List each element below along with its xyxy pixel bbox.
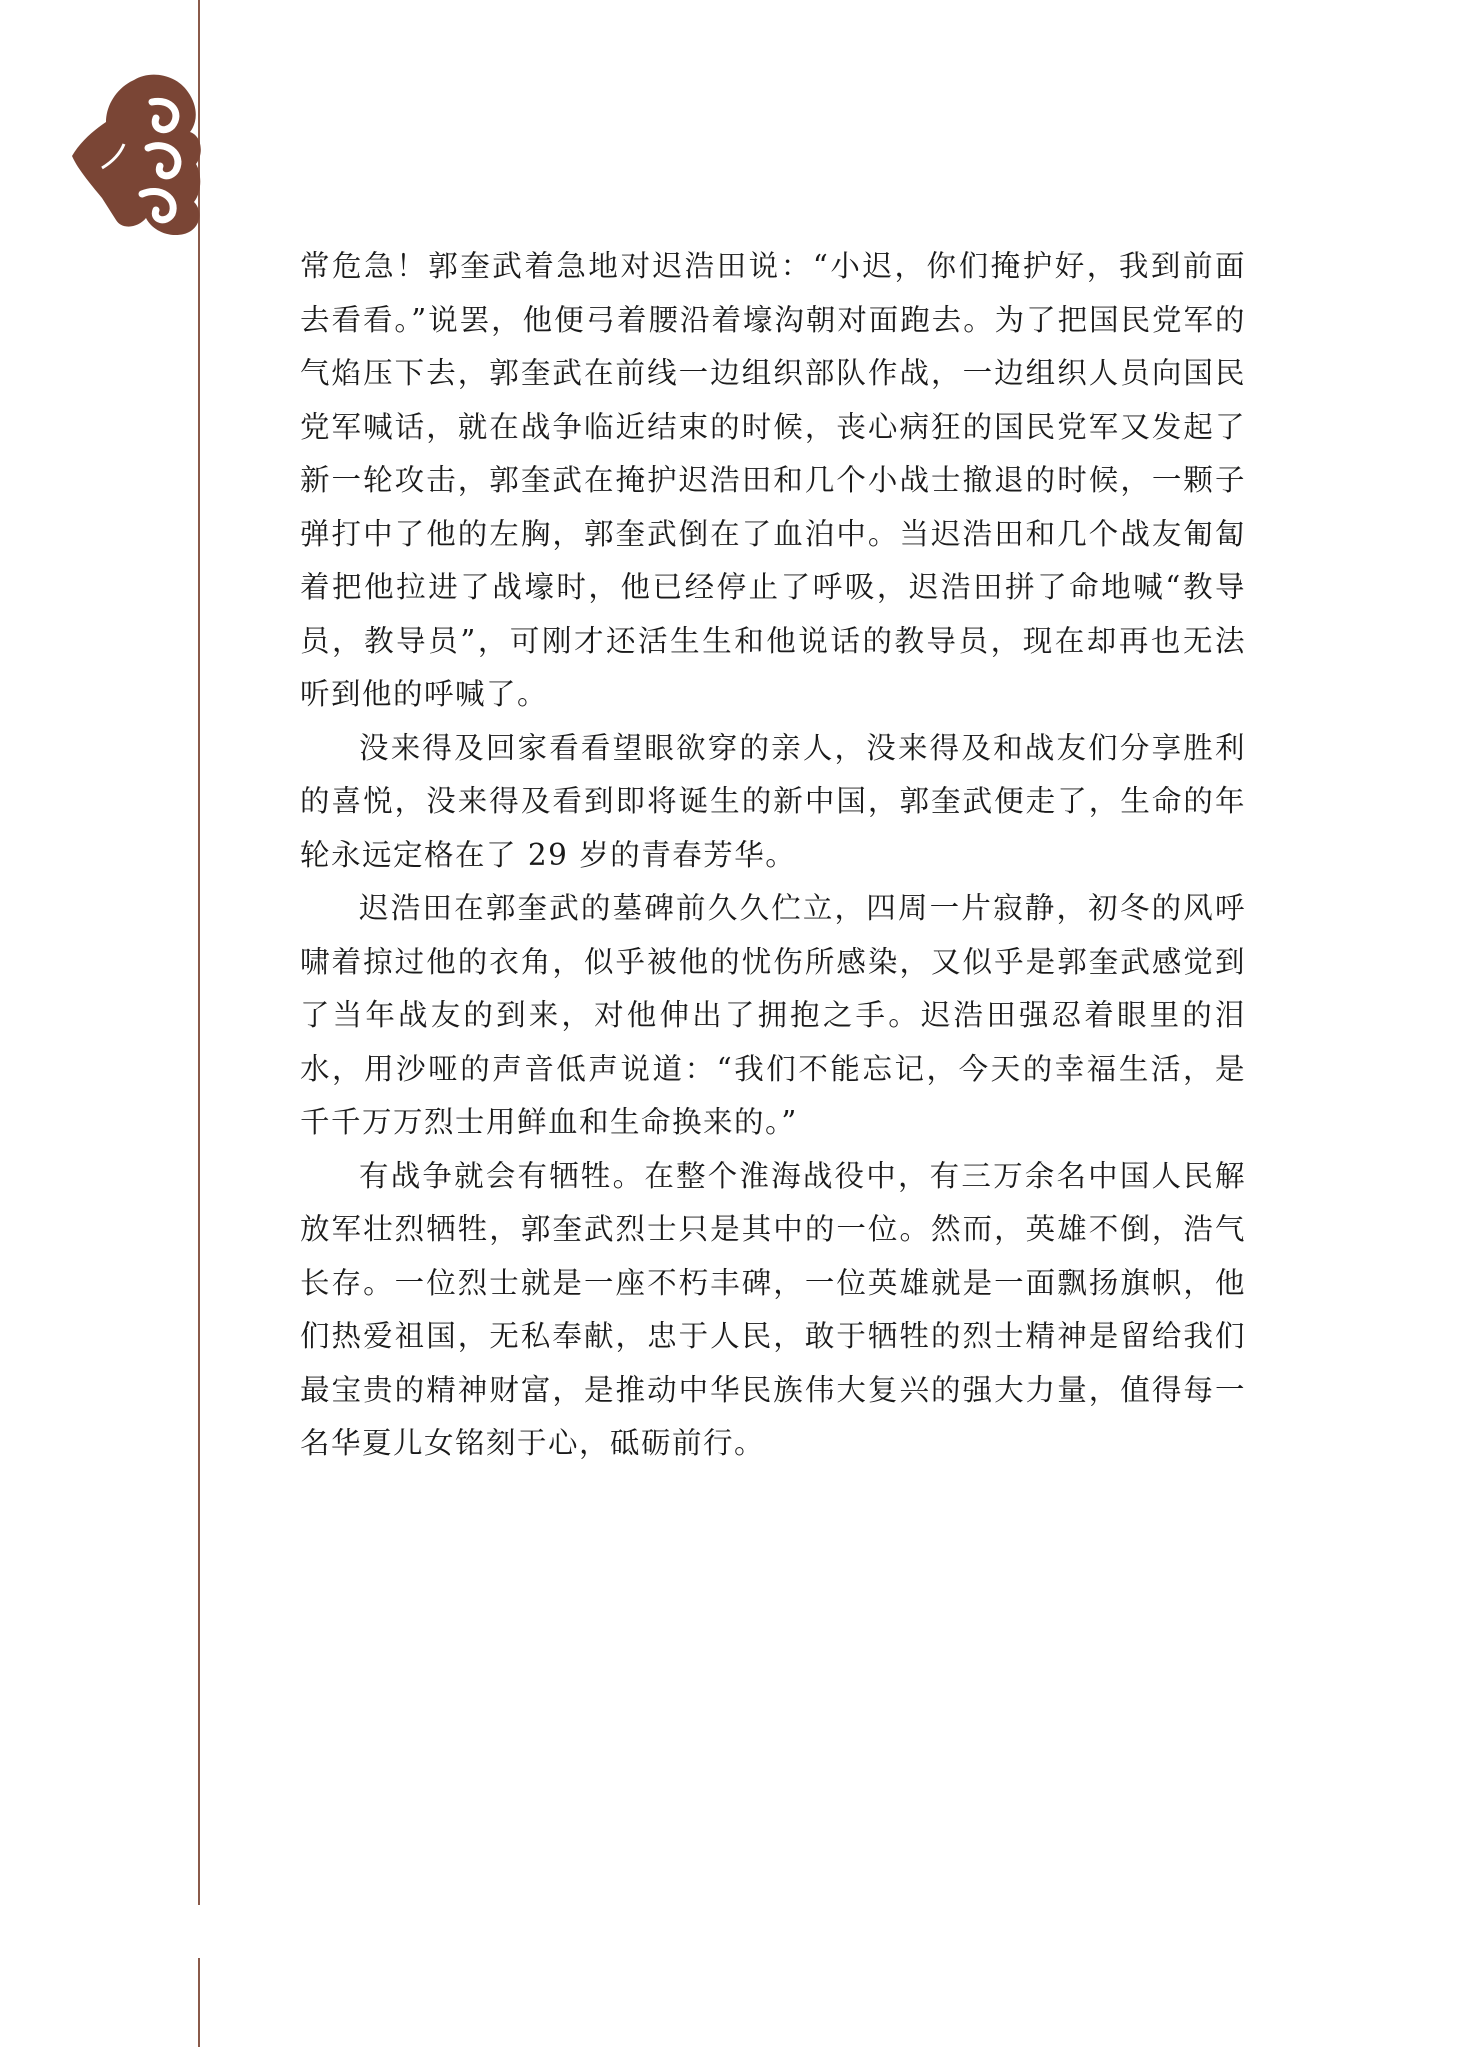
paragraph-2: 没来得及回家看看望眼欲穿的亲人，没来得及和战友们分享胜利的喜悦，没来得及看到即将诞生的新中国，郭奎武便走了，生命的年轮永远定格在了 29 岁的青春芳华。 bbox=[300, 730, 1246, 872]
paragraph-4: 有战争就会有牺牲。在整个淮海战役中，有三万余名中国人民解放军壮烈牺牲，郭奎武烈士只是其中的一位。然而，英雄不倒，浩气长存。一位烈士就是一座不朽丰碑，一位英雄就是一面飘扬旗帜，他们热爱祖国，无私奉献，忠于人民，敢于牺牲的烈士精神是留给我们最宝贵的精神财富，是推动中华民族伟大复兴的强大力量，值得每一名华夏儿女铭刻于心，砥砺前行。 bbox=[300, 1158, 1246, 1460]
paragraph-1: 常危急！郭奎武着急地对迟浩田说：“小迟，你们掩护好，我到前面去看看。”说罢，他便弓着腰沿着壕沟朝对面跑去。为了把国民党军的气焰压下去，郭奎武在前线一边组织部队作战，一边组织人员向国民党军喊话，就在战争临近结束的时候，丧心病狂的国民党军又发起了新一轮攻击，郭奎武在掩护迟浩田和几个小战士撤退的时候，一颗子弹打中了他的左胸，郭奎武倒在了血泊中。当迟浩田和几个战友匍匐着把他拉进了战壕时，他已经停止了呼吸，迟浩田拼了命地喊“教导员，教导员”，可刚才还活生生和他说话的教导员，现在却再也无法听到他的呼喊了。 bbox=[300, 249, 1246, 711]
margin-rule-top bbox=[198, 0, 200, 1905]
body-text bbox=[300, 240, 1246, 1471]
margin-rule-bottom bbox=[198, 1958, 200, 2047]
paragraph-3: 迟浩田在郭奎武的墓碑前久久伫立，四周一片寂静，初冬的风呼啸着掠过他的衣角，似乎被他的忧伤所感染，又似乎是郭奎武感觉到了当年战友的到来，对他伸出了拥抱之手。迟浩田强忍着眼里的泪水，用沙哑的声音低声说道：“我们不能忘记，今天的幸福生活，是千千万万烈士用鲜血和生命换来的。” bbox=[300, 891, 1246, 1139]
cloud-scroll-ornament-icon bbox=[72, 70, 204, 238]
